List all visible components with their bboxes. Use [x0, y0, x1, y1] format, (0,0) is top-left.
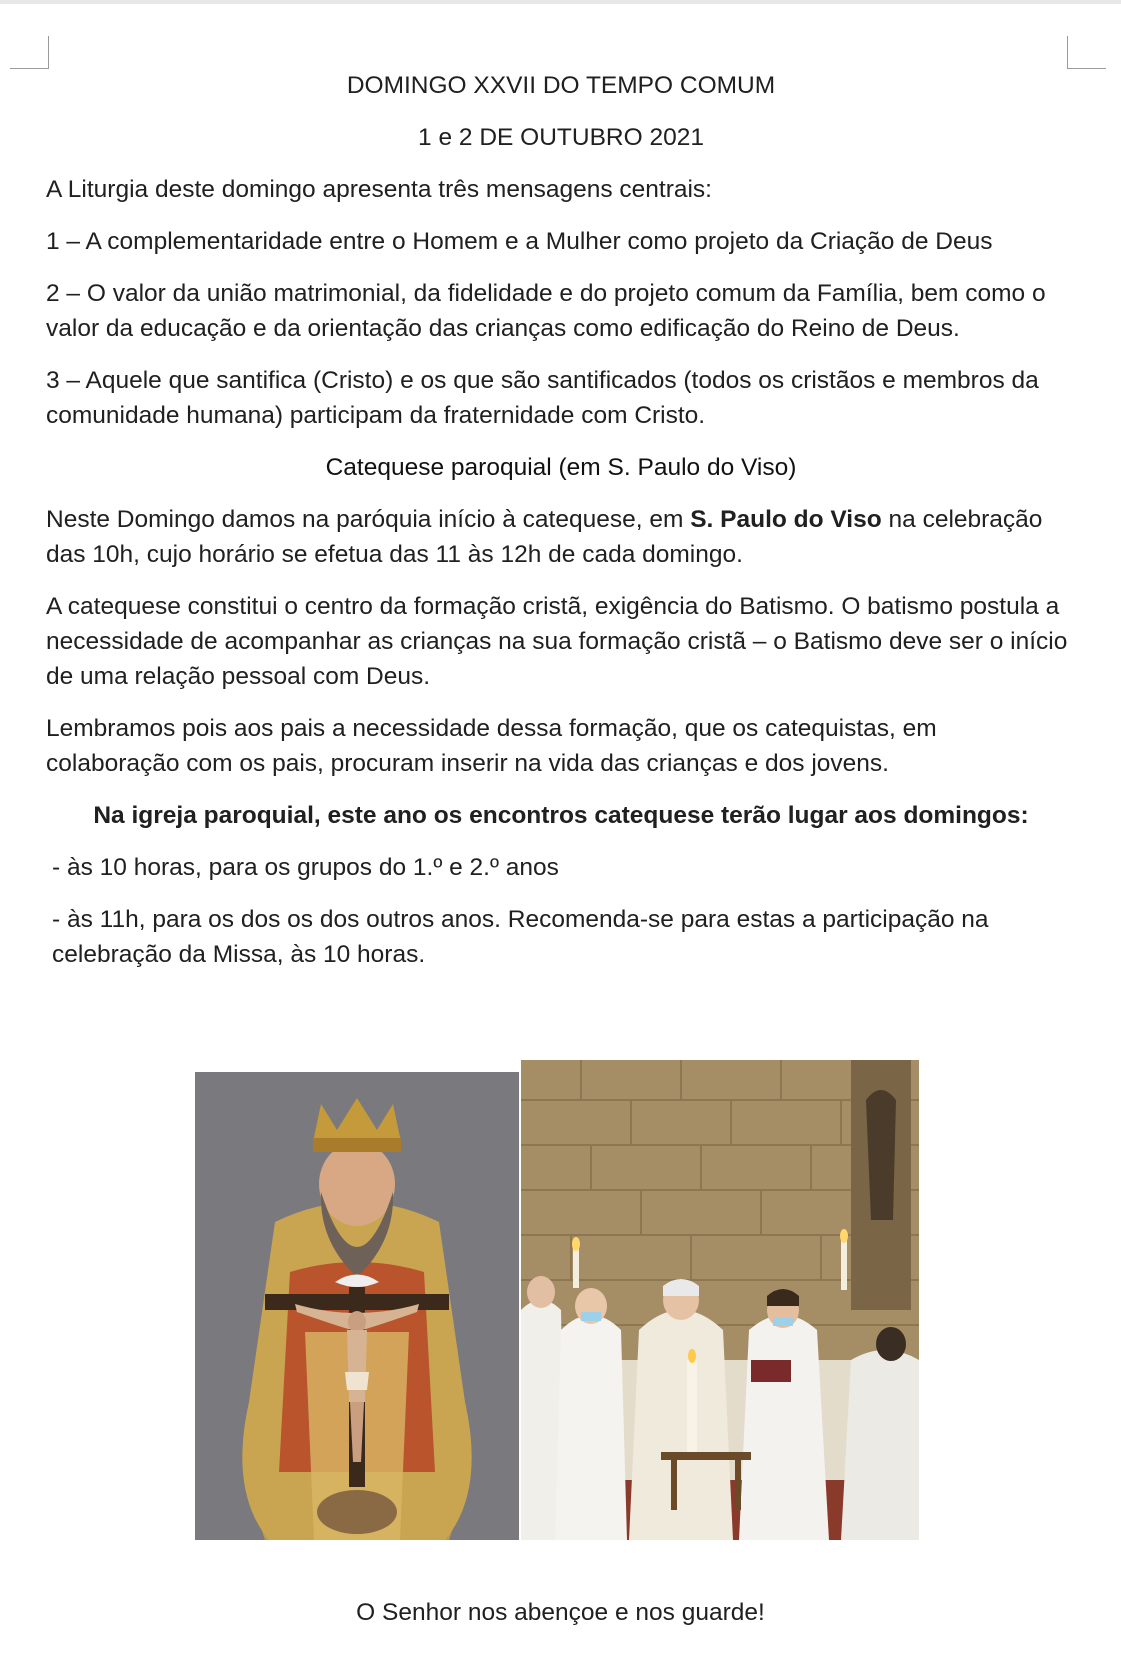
page-corner-mark-right — [1067, 36, 1106, 69]
catechesis-paragraph-3: Lembramos pois aos pais a necessidade dessa formação, que os catequistas, em colaboração com os pais, procuram inserir na vida das crianças e dos jovens. — [46, 715, 937, 777]
top-border — [0, 0, 1121, 4]
holy-trinity-statue-image — [195, 1072, 519, 1540]
intro-paragraph: A Liturgia deste domingo apresenta três mensagens centrais: — [46, 176, 712, 203]
closing-blessing: O Senhor nos abençoe e nos guarde! — [356, 1599, 765, 1626]
message-1: 1 – A complementaridade entre o Homem e a Mulher como projeto da Criação de Deus — [46, 228, 993, 255]
document-title: DOMINGO XXVII DO TEMPO COMUM — [346, 72, 776, 99]
church-mass-photo — [521, 1060, 919, 1540]
schedule-item-1: - às 10 horas, para os grupos do 1.º e 2.º anos — [52, 854, 559, 881]
message-3: 3 – Aquele que santifica (Cristo) e os que são santificados (todos os cristãos e membros da comunidade humana) participam da fraternidade com Cristo. — [46, 367, 1039, 429]
schedule-heading: Na igreja paroquial, este ano os encontros catequese terão lugar aos domingos: — [93, 802, 1029, 829]
message-2: 2 – O valor da união matrimonial, da fidelidade e do projeto comum da Família, bem como o valor da educação e da orientação das crianças como edificação do Reino de Deus. — [46, 280, 1046, 342]
document-body — [46, 68, 1076, 989]
catechesis-p1-text-a: Neste Domingo damos na paróquia início à catequese, em — [46, 506, 691, 533]
catechesis-p1-text-b: na celebração das 10h, cujo horário se efetua das 11 às 12h de cada domingo. — [46, 506, 1043, 568]
catechesis-heading: Catequese paroquial (em S. Paulo do Viso) — [325, 454, 797, 481]
photo-row — [195, 1060, 919, 1540]
page-corner-mark-left — [10, 36, 49, 69]
schedule-item-2: - às 11h, para os dos os dos outros anos. Recomenda-se para estas a participação na celebração da Missa, às 10 horas. — [52, 906, 989, 968]
document-date: 1 e 2 DE OUTUBRO 2021 — [418, 124, 704, 151]
parish-name-bold: S. Paulo do Viso — [690, 506, 882, 533]
catechesis-paragraph-1 — [46, 502, 1076, 572]
catechesis-paragraph-2: A catequese constitui o centro da formação cristã, exigência do Batismo. O batismo postula a necessidade de acompanhar as crianças na sua formação cristã – o Batismo deve ser o início de uma relação pessoal com Deus. — [46, 593, 1068, 690]
